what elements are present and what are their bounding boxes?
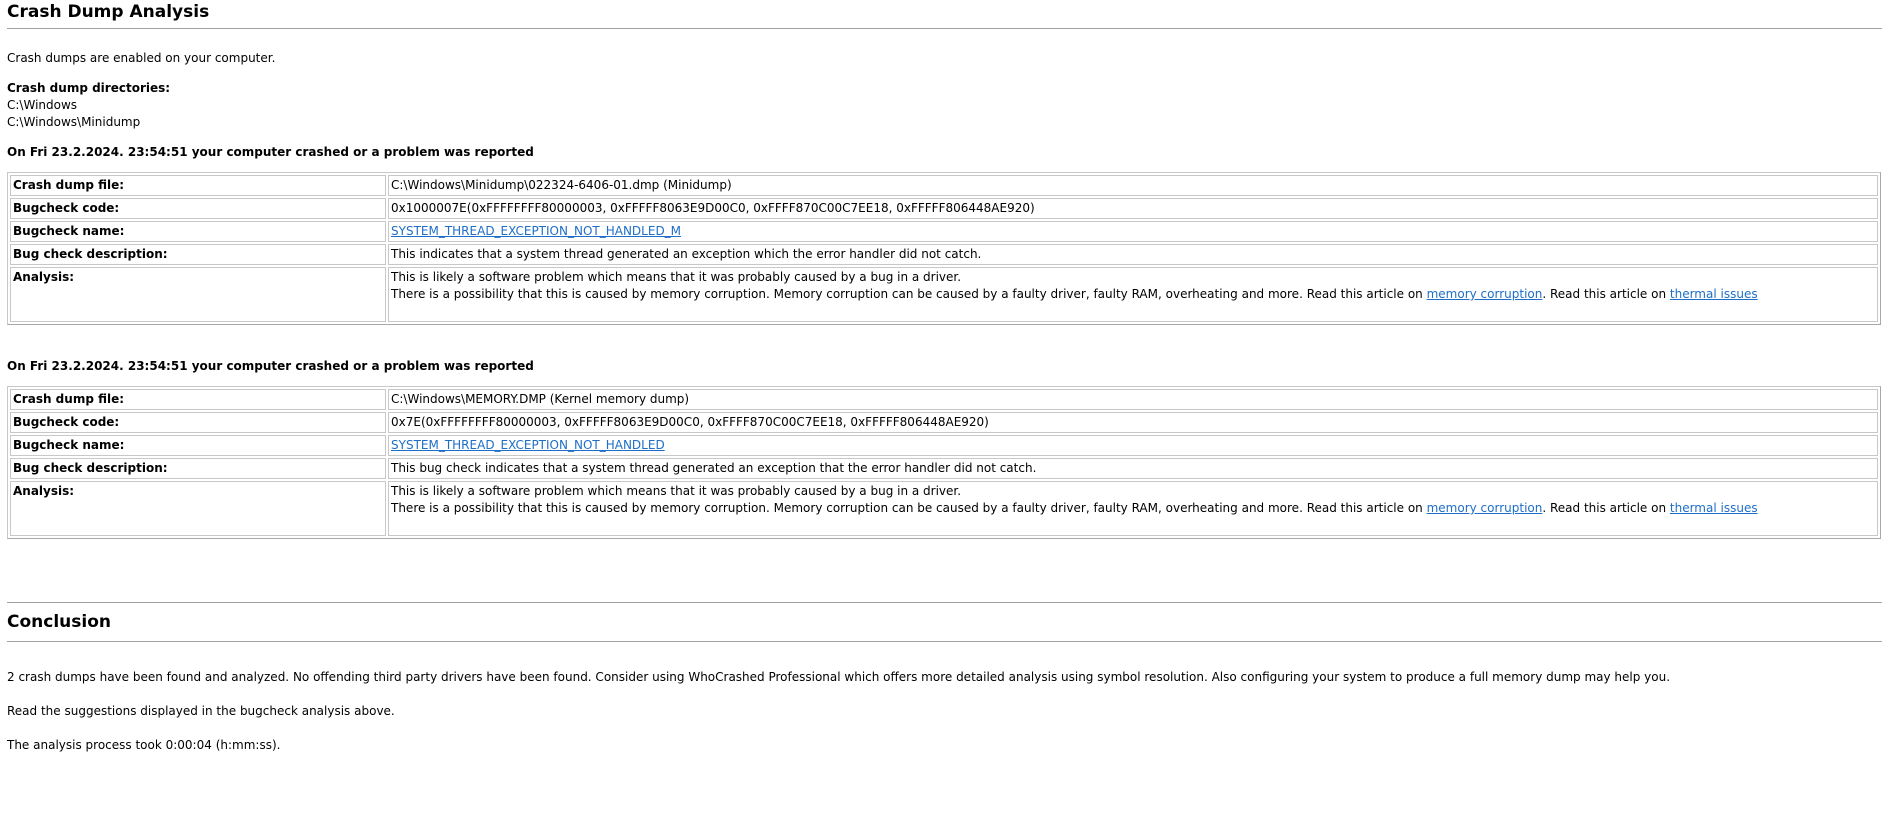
crash-dump-file-label: Crash dump file: — [10, 175, 386, 196]
table-row — [10, 198, 1878, 219]
crash-dump-directories-label: Crash dump directories: — [7, 81, 171, 95]
bugcheck-name-label: Bugcheck name: — [10, 221, 386, 242]
table-row — [10, 481, 1878, 536]
analysis-value — [388, 267, 1878, 322]
crash-heading: On Fri 23.2.2024. 23:54:51 your computer crashed or a problem was reported — [7, 145, 534, 159]
bugcheck-code-label: Bugcheck code: — [10, 412, 386, 433]
bug-check-description-label: Bug check description: — [10, 244, 386, 265]
analysis-line: This is likely a software problem which means that it was probably caused by a bug in a driver. — [391, 484, 962, 498]
analysis-text: There is a possibility that this is caused by memory corruption. Memory corruption can be caused by a faulty driver, faulty RAM, overheating and more. Read this article on — [391, 287, 1427, 301]
page-title: Crash Dump Analysis — [7, 0, 1882, 29]
crash-dumps-enabled-text: Crash dumps are enabled on your computer. — [7, 51, 276, 65]
crash-heading: On Fri 23.2.2024. 23:54:51 your computer crashed or a problem was reported — [7, 359, 534, 373]
table-row — [10, 412, 1878, 433]
bugcheck-name-link[interactable]: SYSTEM_THREAD_EXCEPTION_NOT_HANDLED_M — [391, 224, 682, 238]
analysis-text: There is a possibility that this is caused by memory corruption. Memory corruption can be caused by a faulty driver, faulty RAM, overheating and more. Read this article on — [391, 501, 1427, 515]
table-row — [10, 175, 1878, 196]
analysis-line: This is likely a software problem which means that it was probably caused by a bug in a driver. — [391, 270, 962, 284]
thermal-issues-link[interactable]: thermal issues — [1669, 501, 1758, 515]
bug-check-description-value: This indicates that a system thread generated an exception which the error handler did not catch. — [388, 244, 1878, 265]
analysis-text: . Read this article on — [1542, 501, 1670, 515]
table-row — [10, 244, 1878, 265]
table-row — [10, 389, 1878, 410]
memory-corruption-link[interactable]: memory corruption — [1426, 501, 1543, 515]
bugcheck-name-label: Bugcheck name: — [10, 435, 386, 456]
table-row — [10, 435, 1878, 456]
thermal-issues-link[interactable]: thermal issues — [1669, 287, 1758, 301]
crash-dump-directory: C:\Windows — [7, 98, 78, 112]
bug-check-description-label: Bug check description: — [10, 458, 386, 479]
analysis-value — [388, 481, 1878, 536]
analysis-label: Analysis: — [10, 481, 386, 536]
bugcheck-name-cell — [388, 435, 1878, 456]
conclusion-paragraph: Read the suggestions displayed in the bugcheck analysis above. — [7, 704, 395, 718]
conclusion-title: Conclusion — [7, 602, 1882, 642]
crash-dump-directory: C:\Windows\Minidump — [7, 115, 141, 129]
bugcheck-code-value: 0x1000007E(0xFFFFFFFF80000003, 0xFFFFF8063E9D00C0, 0xFFFF870C00C7EE18, 0xFFFFF806448AE920) — [388, 198, 1878, 219]
crash-details-table — [7, 386, 1881, 539]
crash-dump-file-value: C:\Windows\MEMORY.DMP (Kernel memory dump) — [388, 389, 1878, 410]
bugcheck-code-label: Bugcheck code: — [10, 198, 386, 219]
crash-dump-file-value: C:\Windows\Minidump\022324-6406-01.dmp (Minidump) — [388, 175, 1878, 196]
bugcheck-name-link[interactable]: SYSTEM_THREAD_EXCEPTION_NOT_HANDLED — [391, 438, 665, 452]
memory-corruption-link[interactable]: memory corruption — [1426, 287, 1543, 301]
analysis-label: Analysis: — [10, 267, 386, 322]
table-row — [10, 267, 1878, 322]
crash-dump-file-label: Crash dump file: — [10, 389, 386, 410]
conclusion-paragraph: 2 crash dumps have been found and analyzed. No offending third party drivers have been found. Consider using WhoCrashed Professional which offers more detailed analysis using symbol resolution. Also configuring your system to produce a full memory dump may help you. — [7, 670, 1671, 684]
conclusion-paragraph: The analysis process took 0:00:04 (h:mm:ss). — [7, 738, 281, 752]
table-row — [10, 458, 1878, 479]
table-row — [10, 221, 1878, 242]
analysis-text: . Read this article on — [1542, 287, 1670, 301]
bugcheck-name-cell — [388, 221, 1878, 242]
crash-details-table — [7, 172, 1881, 325]
bugcheck-code-value: 0x7E(0xFFFFFFFF80000003, 0xFFFFF8063E9D00C0, 0xFFFF870C00C7EE18, 0xFFFFF806448AE920) — [388, 412, 1878, 433]
bug-check-description-value: This bug check indicates that a system thread generated an exception that the error handler did not catch. — [388, 458, 1878, 479]
